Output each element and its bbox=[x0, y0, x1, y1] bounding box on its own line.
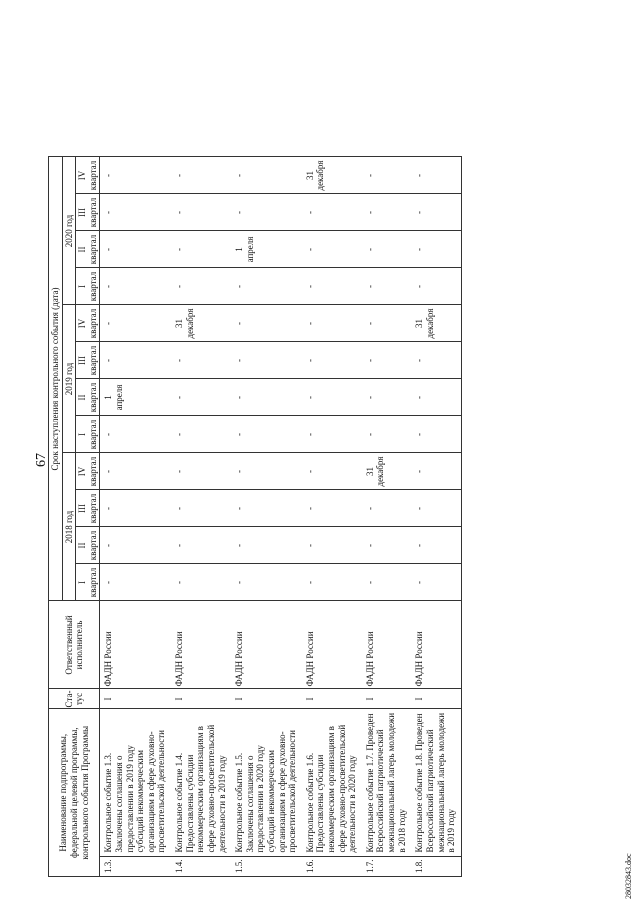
row-quarter-cell: - bbox=[302, 231, 362, 268]
row-quarter-cell: - bbox=[362, 231, 411, 268]
row-quarter-cell: - bbox=[171, 268, 231, 305]
row-quarter-cell: 31 декабря bbox=[171, 305, 231, 342]
row-quarter-cell: - bbox=[362, 268, 411, 305]
quarter-word: квартал bbox=[87, 160, 98, 191]
row-quarter-cell: - bbox=[411, 268, 461, 305]
row-quarter-cell: - bbox=[100, 157, 171, 194]
row-quarter-cell: - bbox=[362, 527, 411, 564]
row-quarter-cell: - bbox=[231, 490, 302, 527]
row-event-name: Контрольное событие 1.6. Предоставлены субсидии некоммерческим организациям в сфере духовно-просветительской деятельности в 2020 году bbox=[302, 709, 362, 857]
row-quarter-cell: - bbox=[411, 231, 461, 268]
row-quarter-cell: - bbox=[100, 527, 171, 564]
row-quarter-cell: - bbox=[362, 490, 411, 527]
table-row bbox=[411, 157, 461, 877]
table-header bbox=[49, 157, 100, 877]
row-event-name: Контрольное событие 1.4. Предоставлены субсидии некоммерческим организациям в сфере духовно-просветительской деятельности в 2019 году bbox=[171, 709, 231, 857]
quarter-word: квартал bbox=[87, 567, 98, 598]
row-quarter-cell: - bbox=[171, 379, 231, 416]
row-number: 1.6. bbox=[302, 857, 362, 877]
row-quarter-cell: - bbox=[100, 453, 171, 490]
row-quarter-cell: - bbox=[411, 379, 461, 416]
row-quarter-cell: - bbox=[171, 453, 231, 490]
row-quarter-cell: - bbox=[362, 342, 411, 379]
row-quarter-cell: - bbox=[411, 342, 461, 379]
row-quarter-cell: - bbox=[411, 157, 461, 194]
row-number: 1.5. bbox=[231, 857, 302, 877]
quarter-numeral: III bbox=[77, 356, 88, 365]
row-responsible: ФАДН России bbox=[411, 601, 461, 689]
row-quarter-cell: - bbox=[231, 416, 302, 453]
row-quarter-cell: - bbox=[100, 416, 171, 453]
footer-doc-code: 28032843.doc bbox=[624, 853, 633, 899]
table-row bbox=[302, 157, 362, 877]
row-responsible: ФАДН России bbox=[362, 601, 411, 689]
table-body bbox=[100, 157, 461, 877]
header-quarter-5 bbox=[76, 416, 100, 453]
header-year-2019: 2019 год bbox=[62, 305, 76, 453]
row-quarter-cell: - bbox=[411, 416, 461, 453]
row-quarter-cell: - bbox=[231, 342, 302, 379]
row-quarter-cell: - bbox=[411, 453, 461, 490]
header-quarter-8 bbox=[76, 305, 100, 342]
row-quarter-cell: - bbox=[231, 453, 302, 490]
quarter-word: квартал bbox=[87, 271, 98, 302]
quarter-word: квартал bbox=[87, 345, 98, 376]
row-responsible: ФАДН России bbox=[231, 601, 302, 689]
quarter-numeral: IV bbox=[77, 318, 88, 329]
row-quarter-cell: - bbox=[231, 564, 302, 601]
row-quarter-cell: - bbox=[171, 527, 231, 564]
row-quarter-cell: - bbox=[362, 379, 411, 416]
row-quarter-cell: - bbox=[100, 305, 171, 342]
header-quarter-10 bbox=[76, 231, 100, 268]
row-quarter-cell: - bbox=[302, 342, 362, 379]
row-quarter-cell: - bbox=[411, 194, 461, 231]
row-number: 1.3. bbox=[100, 857, 171, 877]
row-quarter-cell: - bbox=[302, 194, 362, 231]
row-quarter-cell: - bbox=[100, 231, 171, 268]
quarter-numeral: III bbox=[77, 504, 88, 513]
table-row bbox=[231, 157, 302, 877]
row-quarter-cell: - bbox=[171, 416, 231, 453]
row-responsible: ФАДН России bbox=[171, 601, 231, 689]
quarter-numeral: IV bbox=[77, 466, 88, 477]
row-quarter-cell: - bbox=[231, 268, 302, 305]
row-quarter-cell: - bbox=[302, 305, 362, 342]
row-quarter-cell: - bbox=[171, 490, 231, 527]
header-responsible: Ответственный исполнитель bbox=[49, 601, 100, 689]
row-quarter-cell: - bbox=[100, 564, 171, 601]
row-quarter-cell: - bbox=[171, 342, 231, 379]
row-quarter-cell: 31 декабря bbox=[411, 305, 461, 342]
table-row bbox=[362, 157, 411, 877]
control-events-table bbox=[48, 157, 462, 878]
row-responsible: ФАДН России bbox=[100, 601, 171, 689]
header-quarter-3 bbox=[76, 490, 100, 527]
row-quarter-cell: - bbox=[411, 564, 461, 601]
row-quarter-cell: 31 декабря bbox=[362, 453, 411, 490]
quarter-word: квартал bbox=[87, 197, 98, 228]
row-status: I bbox=[171, 689, 231, 709]
row-quarter-cell: - bbox=[100, 268, 171, 305]
row-quarter-cell: - bbox=[100, 194, 171, 231]
quarter-numeral: II bbox=[77, 394, 88, 401]
row-number: 1.7. bbox=[362, 857, 411, 877]
row-number: 1.4. bbox=[171, 857, 231, 877]
row-quarter-cell: - bbox=[302, 379, 362, 416]
table-row bbox=[100, 157, 171, 877]
quarter-numeral: I bbox=[77, 433, 88, 436]
row-quarter-cell: - bbox=[100, 342, 171, 379]
row-quarter-cell: - bbox=[302, 453, 362, 490]
quarter-word: квартал bbox=[87, 419, 98, 450]
header-name: Наименование подпрограммы, федеральной целевой программы, контрольного события Программы bbox=[49, 709, 100, 877]
row-quarter-cell: - bbox=[362, 194, 411, 231]
row-quarter-cell: - bbox=[171, 194, 231, 231]
row-quarter-cell: - bbox=[171, 564, 231, 601]
row-quarter-cell: - bbox=[302, 490, 362, 527]
header-deadline: Срок наступления контрольного события (дата) bbox=[49, 157, 63, 601]
row-quarter-cell: 1 апреля bbox=[100, 379, 171, 416]
quarter-numeral: I bbox=[77, 581, 88, 584]
row-quarter-cell: - bbox=[302, 527, 362, 564]
quarter-numeral: IV bbox=[77, 170, 88, 181]
header-quarter-7 bbox=[76, 342, 100, 379]
row-quarter-cell: - bbox=[231, 527, 302, 564]
row-quarter-cell: - bbox=[362, 564, 411, 601]
row-event-name: Контрольное событие 1.3. Заключены соглашения о предоставлении в 2019 году субсидий некоммерческим организациям в сфере духовно-просветительской деятельности bbox=[100, 709, 171, 857]
row-quarter-cell: - bbox=[362, 157, 411, 194]
row-quarter-cell: - bbox=[231, 305, 302, 342]
header-year-2018: 2018 год bbox=[62, 453, 76, 601]
row-quarter-cell: - bbox=[231, 379, 302, 416]
row-quarter-cell: - bbox=[411, 527, 461, 564]
row-event-name: Контрольное событие 1.8. Проведен Всероссийский патриотический межнациональный лагерь молодежи в 2019 году bbox=[411, 709, 461, 857]
quarter-word: квартал bbox=[87, 234, 98, 265]
row-quarter-cell: - bbox=[302, 268, 362, 305]
header-quarter-9 bbox=[76, 268, 100, 305]
row-quarter-cell: - bbox=[302, 564, 362, 601]
row-responsible: ФАДН России bbox=[302, 601, 362, 689]
quarter-word: квартал bbox=[87, 456, 98, 487]
row-status: I bbox=[100, 689, 171, 709]
page-number: 67 bbox=[34, 453, 49, 467]
header-quarter-1 bbox=[76, 564, 100, 601]
quarter-word: квартал bbox=[87, 382, 98, 413]
row-quarter-cell: - bbox=[171, 157, 231, 194]
row-quarter-cell: - bbox=[171, 231, 231, 268]
row-quarter-cell: - bbox=[411, 490, 461, 527]
quarter-numeral: II bbox=[77, 246, 88, 253]
header-quarter-11 bbox=[76, 194, 100, 231]
row-quarter-cell: 31 декабря bbox=[302, 157, 362, 194]
row-number: 1.8. bbox=[411, 857, 461, 877]
row-status: I bbox=[231, 689, 302, 709]
row-status: I bbox=[362, 689, 411, 709]
row-quarter-cell: - bbox=[362, 416, 411, 453]
table-row bbox=[171, 157, 231, 877]
row-event-name: Контрольное событие 1.5. Заключены соглашения о предоставлении в 2020 году субсидий некоммерческим организациям в сфере духовно-просветительской деятельности bbox=[231, 709, 302, 857]
header-quarter-2 bbox=[76, 527, 100, 564]
row-quarter-cell: - bbox=[231, 157, 302, 194]
row-quarter-cell: - bbox=[100, 490, 171, 527]
header-quarter-4 bbox=[76, 453, 100, 490]
quarter-word: квартал bbox=[87, 308, 98, 339]
quarter-word: квартал bbox=[87, 493, 98, 524]
quarter-numeral: I bbox=[77, 285, 88, 288]
row-quarter-cell: - bbox=[362, 305, 411, 342]
row-quarter-cell: - bbox=[302, 416, 362, 453]
header-quarter-12 bbox=[76, 157, 100, 194]
row-status: I bbox=[411, 689, 461, 709]
row-event-name: Контрольное событие 1.7. Проведен Всероссийский патриотический межнациональный лагерь молодежи в 2018 году bbox=[362, 709, 411, 857]
row-quarter-cell: - bbox=[231, 194, 302, 231]
row-quarter-cell: 1 апреля bbox=[231, 231, 302, 268]
quarter-numeral: II bbox=[77, 542, 88, 549]
quarter-word: квартал bbox=[87, 530, 98, 561]
row-status: I bbox=[302, 689, 362, 709]
header-status: Ста-тус bbox=[49, 689, 100, 709]
header-quarter-6 bbox=[76, 379, 100, 416]
header-year-2020: 2020 год bbox=[62, 157, 76, 305]
quarter-numeral: III bbox=[77, 208, 88, 217]
control-events-table-wrap bbox=[48, 157, 462, 878]
